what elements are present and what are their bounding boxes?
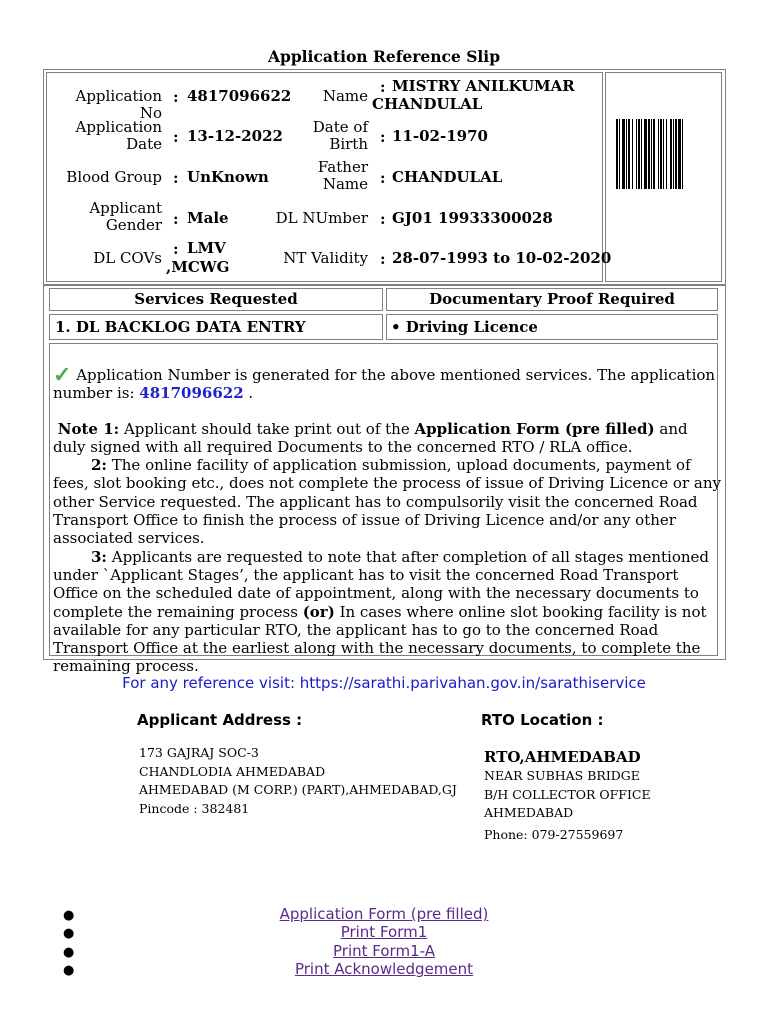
proof-item: • Driving Licence bbox=[386, 314, 718, 340]
bullet-icon: ● bbox=[63, 944, 75, 960]
rto-location-heading: RTO Location : bbox=[481, 711, 604, 729]
page-title: Application Reference Slip bbox=[267, 47, 501, 66]
application-date-value: 13-12-2022 bbox=[187, 127, 283, 145]
colon: : bbox=[173, 169, 179, 187]
rto-address-line: NEAR SUBHAS BRIDGE bbox=[484, 768, 640, 783]
colon: : bbox=[380, 250, 386, 268]
rto-address-line: AHMEDABAD bbox=[484, 805, 574, 820]
dl-number-value: GJ01 19933300028 bbox=[392, 209, 553, 227]
address-pincode: Pincode : 382481 bbox=[139, 800, 250, 816]
colon: : bbox=[173, 88, 179, 106]
dl-covs-value-line1: LMV bbox=[187, 239, 226, 257]
colon: : bbox=[173, 240, 179, 258]
note1-bold: Application Form (pre filled) bbox=[414, 419, 655, 438]
blood-group-label: Blood Group bbox=[66, 168, 162, 186]
dob-value: 11-02-1970 bbox=[392, 127, 488, 145]
father-name-value: CHANDULAL bbox=[392, 168, 503, 186]
list-item bbox=[0, 905, 768, 923]
dl-number-label: DL NUmber bbox=[275, 209, 368, 227]
application-number-highlight: 4817096622 bbox=[139, 384, 244, 403]
address-line: CHANDLODIA AHMEDABAD bbox=[139, 763, 326, 779]
note1-text-a: Applicant should take print out of the bbox=[119, 419, 415, 438]
name-label: Name bbox=[322, 87, 368, 105]
application-date-label: Application Date bbox=[75, 118, 162, 153]
application-form-link[interactable]: Application Form (pre filled) bbox=[279, 905, 489, 923]
bullet-icon: ● bbox=[63, 962, 75, 978]
father-name-label: Father Name bbox=[317, 158, 368, 193]
note3-text-b: In cases where online slot booking facility is not available for any particular RTO, the applicant has to go to the concerned Road Transport Office at the earliest along with the necessary documents, to complete the remaining process. bbox=[53, 602, 707, 676]
colon: : bbox=[380, 169, 386, 187]
address-line: AHMEDABAD (M CORP.) (PART),AHMEDABAD,GJ bbox=[139, 782, 457, 797]
print-acknowledgement-link[interactable]: Print Acknowledgement bbox=[294, 959, 474, 978]
colon: : bbox=[380, 78, 386, 96]
gender-label: Applicant Gender bbox=[89, 199, 162, 234]
colon: : bbox=[380, 128, 386, 146]
period: . bbox=[243, 384, 254, 403]
rto-name: RTO,AHMEDABAD bbox=[484, 748, 641, 766]
reference-link-text: For any reference visit: https://sarathi.parivahan.gov.in/sarathiservice bbox=[122, 674, 646, 692]
colon: : bbox=[380, 210, 386, 228]
check-icon: ✓ bbox=[53, 362, 72, 388]
notes-section bbox=[53, 364, 721, 676]
list-item bbox=[0, 960, 768, 978]
name-value-line2: CHANDULAL bbox=[372, 95, 483, 113]
service-item: 1. DL BACKLOG DATA ENTRY bbox=[49, 314, 383, 340]
note3-bold: (or) bbox=[302, 602, 335, 621]
note3-text-a: Applicants are requested to note that after completion of all stages mentioned under `Applicant Stages’, the applicant has to visit the concerned Road Transport Office on the scheduled date of appointment, along with the necessary documents to complete the remaining process bbox=[53, 547, 709, 621]
note3-label: 3: bbox=[91, 547, 107, 566]
list-item bbox=[0, 923, 768, 941]
list-item bbox=[0, 942, 768, 960]
rto-address-line: B/H COLLECTOR OFFICE bbox=[484, 786, 651, 802]
bullet-icon: ● bbox=[63, 926, 75, 942]
name-value-line1: MISTRY ANILKUMAR bbox=[392, 77, 575, 95]
blood-group-value: UnKnown bbox=[187, 168, 269, 186]
services-header-right: Documentary Proof Required bbox=[386, 288, 718, 311]
colon: : bbox=[173, 210, 179, 228]
dob-label: Date of Birth bbox=[312, 118, 368, 153]
note2-label: 2: bbox=[91, 456, 107, 475]
applicant-address-heading: Applicant Address : bbox=[137, 711, 303, 729]
bullet-icon: ● bbox=[63, 908, 75, 923]
dl-covs-value-line2: ,MCWG bbox=[166, 258, 230, 276]
nt-validity-value: 28-07-1993 to 10-02-2020 bbox=[392, 249, 612, 267]
barcode-image bbox=[616, 119, 704, 189]
nt-validity-label: NT Validity bbox=[283, 249, 368, 267]
applicant-address bbox=[139, 744, 457, 818]
address-line: 173 GAJRAJ SOC-3 bbox=[139, 745, 259, 760]
note2-text: The online facility of application submission, upload documents, payment of fees, slot booking etc., does not complete the process of issue of Driving Licence or any other Service requested. The applicant has to compulsorily visit the concerned Road Transport Office to finish the process of issue of Driving Licence and/or any other associated services. bbox=[53, 456, 721, 548]
action-links bbox=[0, 905, 768, 978]
gender-value: Male bbox=[187, 209, 229, 227]
rto-address bbox=[484, 767, 651, 844]
application-no-value: 4817096622 bbox=[187, 87, 292, 105]
print-form1-link[interactable]: Print Form1 bbox=[340, 923, 428, 942]
colon: : bbox=[173, 128, 179, 146]
application-no-label: Application No bbox=[75, 87, 162, 122]
rto-phone: Phone: 079-27559697 bbox=[484, 826, 624, 842]
print-form1a-link[interactable]: Print Form1-A bbox=[333, 941, 435, 960]
dl-covs-label: DL COVs bbox=[93, 249, 162, 267]
note1-text-b: and duly signed with all required Documents to the concerned RTO / RLA office. bbox=[53, 419, 688, 456]
note1-label: Note 1: bbox=[57, 419, 120, 438]
generated-text: Application Number is generated for the above mentioned services. The application number is: bbox=[53, 366, 716, 403]
services-header-left: Services Requested bbox=[49, 288, 383, 311]
